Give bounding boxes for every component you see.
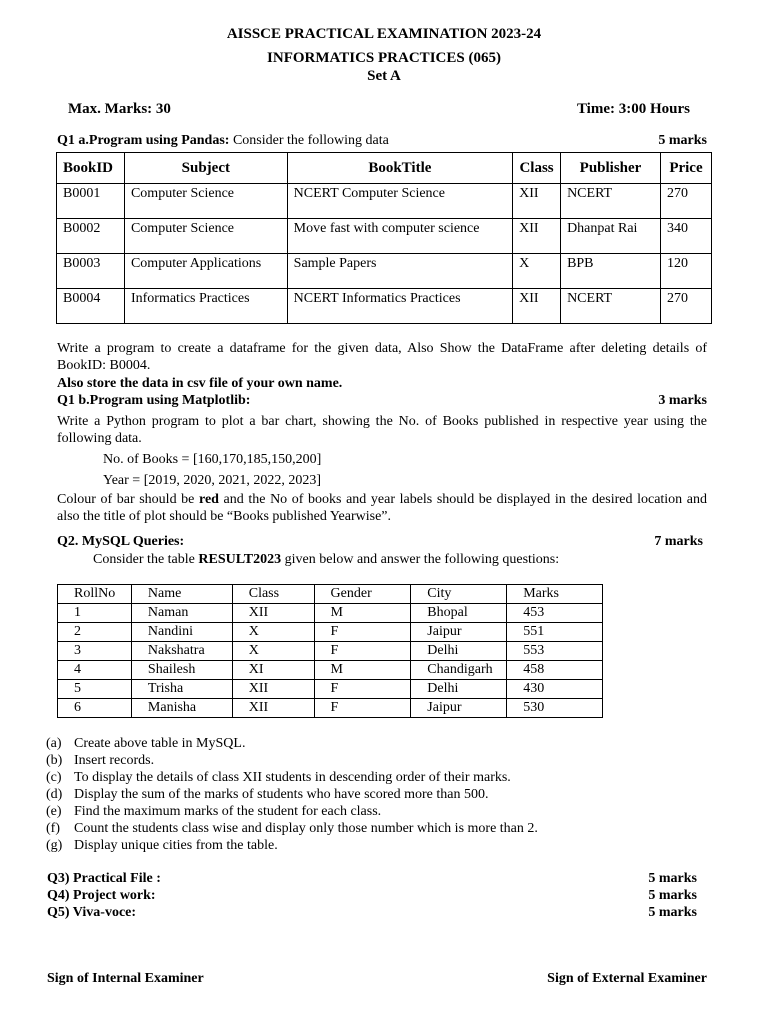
table-row (57, 289, 712, 324)
table-header-cell: Name (131, 585, 232, 604)
list-item (46, 786, 538, 803)
q5-row (47, 904, 697, 921)
list-item-text: Display unique cities from the table. (74, 838, 278, 853)
q2-intro (93, 551, 693, 568)
q5-marks: 5 marks (648, 905, 697, 920)
table-cell: F (314, 680, 411, 699)
table-cell: M (314, 661, 411, 680)
table-cell: X (232, 623, 314, 642)
list-item (46, 735, 538, 752)
q1a-marks: 5 marks (658, 133, 707, 148)
q1b-books: No. of Books = [160,170,185,150,200] (103, 452, 322, 467)
table-row (58, 699, 603, 718)
list-item-label: (f) (46, 821, 60, 836)
q1a-label: Q1 a.Program using Pandas: (57, 133, 230, 148)
table-cell: 3 (58, 642, 132, 661)
table-cell: 120 (660, 254, 711, 289)
q1a-heading (57, 133, 707, 149)
list-item-label: (c) (46, 770, 62, 785)
table-cell: 430 (507, 680, 603, 699)
books-table-header (57, 153, 712, 184)
table-cell: Move fast with computer science (287, 219, 512, 254)
table-cell: Computer Science (124, 219, 287, 254)
list-item-label: (e) (46, 804, 62, 819)
table-header-cell: Marks (507, 585, 603, 604)
table-cell: XII (232, 680, 314, 699)
table-cell: 270 (660, 289, 711, 324)
q2-intro-post: given below and answer the following questions: (281, 552, 560, 567)
q1b-years: Year = [2019, 2020, 2021, 2022, 2023] (103, 473, 322, 488)
table-cell: Chandigarh (411, 661, 507, 680)
max-marks: Max. Marks: 30 (68, 101, 171, 117)
table-cell: 340 (660, 219, 711, 254)
table-cell: XI (232, 661, 314, 680)
q2-label: Q2. MySQL Queries: (57, 534, 185, 549)
table-cell: 6 (58, 699, 132, 718)
table-cell: NCERT Computer Science (287, 184, 512, 219)
books-table (56, 152, 712, 324)
list-item-text: Create above table in MySQL. (74, 736, 246, 751)
q1b-heading (57, 393, 707, 409)
table-cell: Delhi (411, 680, 507, 699)
q2-heading (57, 534, 703, 550)
table-cell: Jaipur (411, 623, 507, 642)
table-header-cell: BookTitle (287, 153, 512, 184)
table-cell: Trisha (131, 680, 232, 699)
table-cell: XII (232, 699, 314, 718)
q2-table-name: RESULT2023 (198, 552, 282, 567)
list-item-text: Count the students class wise and display only those number which is more than 2. (74, 821, 538, 836)
table-cell: Nandini (131, 623, 232, 642)
table-cell: B0001 (57, 184, 125, 219)
q2-question-list (46, 735, 538, 854)
table-cell: 453 (507, 604, 603, 623)
table-cell: M (314, 604, 411, 623)
q2-marks: 7 marks (654, 534, 703, 549)
table-header-cell: Publisher (561, 153, 661, 184)
table-cell: 553 (507, 642, 603, 661)
q3-label: Q3) Practical File : (47, 871, 161, 886)
table-cell: 530 (507, 699, 603, 718)
exam-time: Time: 3:00 Hours (576, 101, 690, 117)
table-header-cell: Subject (124, 153, 287, 184)
colour-text-post: and the No of books and year labels should be displayed in the desired location and also the title of plot should be “Books published Yearwise”. (57, 492, 707, 524)
table-cell: Informatics Practices (124, 289, 287, 324)
table-header-cell: City (411, 585, 507, 604)
table-cell: Naman (131, 604, 232, 623)
list-item-text: Display the sum of the marks of students who have scored more than 500. (74, 787, 489, 802)
list-item-text: Insert records. (74, 753, 155, 768)
table-cell: BPB (561, 254, 661, 289)
list-item (46, 820, 538, 837)
table-cell: Manisha (131, 699, 232, 718)
q4-marks: 5 marks (648, 888, 697, 903)
table-cell: B0004 (57, 289, 125, 324)
signature-row (47, 970, 707, 987)
table-row (58, 661, 603, 680)
table-cell: F (314, 642, 411, 661)
q1a-instruction-bold: Also store the data in csv file of your own name. (57, 376, 343, 391)
table-row (58, 642, 603, 661)
table-cell: 4 (58, 661, 132, 680)
table-cell: XII (232, 604, 314, 623)
result-table (57, 584, 603, 718)
table-header-cell: RollNo (58, 585, 132, 604)
table-cell: Computer Science (124, 184, 287, 219)
list-item-text: Find the maximum marks of the student for each class. (74, 804, 382, 819)
colour-red: red (198, 492, 219, 507)
q1b-label: Q1 b.Program using Matplotlib: (57, 393, 251, 408)
q1a-title (57, 133, 389, 149)
table-cell: Dhanpat Rai (561, 219, 661, 254)
table-cell: X (513, 254, 561, 289)
table-cell: XII (513, 184, 561, 219)
table-cell: X (232, 642, 314, 661)
list-item-label: (b) (46, 753, 63, 768)
table-cell: XII (513, 289, 561, 324)
table-cell: 5 (58, 680, 132, 699)
q3-row (47, 870, 697, 887)
table-cell: Nakshatra (131, 642, 232, 661)
list-item-label: (g) (46, 838, 63, 853)
q1b-marks: 3 marks (658, 393, 707, 408)
table-header-cell: Class (513, 153, 561, 184)
table-header-cell: Class (232, 585, 314, 604)
table-cell: B0003 (57, 254, 125, 289)
list-item (46, 837, 538, 854)
table-cell: B0002 (57, 219, 125, 254)
q1b-text: Write a Python program to plot a bar chart, showing the No. of Books published in respective year using the following data. (57, 414, 707, 446)
q1a-text: Consider the following data (229, 133, 389, 148)
table-row (58, 604, 603, 623)
internal-examiner-sign: Sign of Internal Examiner (47, 971, 204, 986)
table-cell: Sample Papers (287, 254, 512, 289)
table-cell: Shailesh (131, 661, 232, 680)
table-row (58, 680, 603, 699)
external-examiner-sign: Sign of External Examiner (547, 971, 707, 986)
table-cell: Jaipur (411, 699, 507, 718)
table-row (57, 219, 712, 254)
list-item-text: To display the details of class XII students in descending order of their marks. (74, 770, 511, 785)
table-header-cell: BookID (57, 153, 125, 184)
table-cell: NCERT (561, 184, 661, 219)
table-cell: Bhopal (411, 604, 507, 623)
marks-time-row (68, 101, 690, 118)
list-item (46, 803, 538, 820)
q5-label: Q5) Viva-voce: (47, 905, 137, 920)
table-cell: 2 (58, 623, 132, 642)
list-item (46, 769, 538, 786)
q4-label: Q4) Project work: (47, 888, 156, 903)
table-header-cell: Price (660, 153, 711, 184)
q4-row (47, 887, 697, 904)
table-cell: F (314, 699, 411, 718)
q1a-instruction: Write a program to create a dataframe for the given data, Also Show the DataFrame after deleting details of BookID: B0004. (57, 341, 707, 373)
table-header-cell: Gender (314, 585, 411, 604)
table-cell: Computer Applications (124, 254, 287, 289)
table-cell: NCERT (561, 289, 661, 324)
table-cell: 458 (507, 661, 603, 680)
table-cell: XII (513, 219, 561, 254)
table-cell: F (314, 623, 411, 642)
set-label: Set A (367, 68, 401, 84)
list-item-label: (a) (46, 736, 62, 751)
list-item-label: (d) (46, 787, 63, 802)
colour-text-pre: Colour of bar should be (57, 492, 199, 507)
table-cell: 270 (660, 184, 711, 219)
q1b-colour (57, 491, 707, 525)
table-cell: 1 (58, 604, 132, 623)
table-cell: NCERT Informatics Practices (287, 289, 512, 324)
exam-title: AISSCE PRACTICAL EXAMINATION 2023-24 (226, 26, 542, 42)
list-item (46, 752, 538, 769)
table-cell: Delhi (411, 642, 507, 661)
table-cell: 551 (507, 623, 603, 642)
result-table-header (58, 585, 603, 604)
q3-marks: 5 marks (648, 871, 697, 886)
table-row (57, 184, 712, 219)
subject-title: INFORMATICS PRACTICES (065) (267, 50, 501, 66)
table-row (57, 254, 712, 289)
table-row (58, 623, 603, 642)
q2-intro-pre: Consider the table (93, 552, 199, 567)
